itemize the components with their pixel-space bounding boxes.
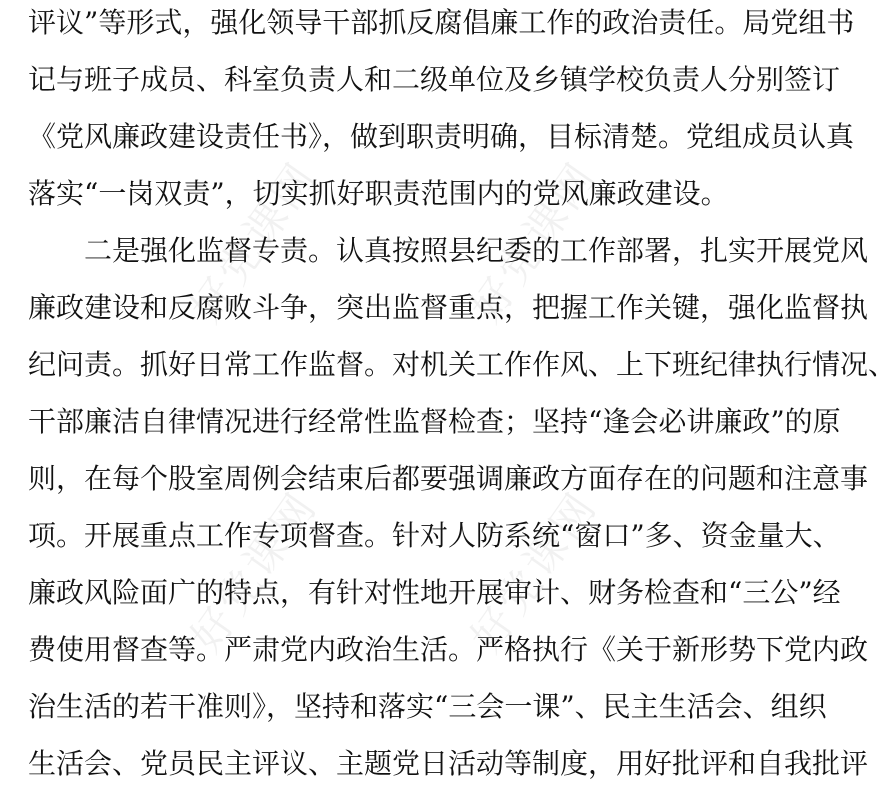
text-line: 治生活的若干准则》，坚持和落实“三会一课”、民主生活会、组织 [28,690,827,723]
text-line: 项。开展重点工作专项督查。针对人防系统“窗口”多、资金量大、 [28,519,841,552]
text-line: 生活会、党员民主评议、主题党日活动等制度，用好批评和自我批评 [28,747,869,780]
watermark: 好党课网 [181,152,327,331]
text-line: 评议”等形式，强化领导干部抓反腐倡廉工作的政治责任。局党组书 [28,6,855,39]
text-line: 《党风廉政建设责任书》，做到职责明确，目标清楚。党组成员认真 [28,120,855,153]
text-line: 落实“一岗双责”，切实抓好职责范围内的党风廉政建设。 [28,177,729,210]
text-line: 干部廉洁自律情况进行经常性监督检查；坚持“逢会必讲廉政”的原 [28,405,841,438]
text-line: 二是强化监督专责。认真按照县纪委的工作部署，扎实开展党风 [84,234,869,267]
watermark: 好党课网 [461,152,607,331]
watermark: 好党课网 [181,482,327,661]
text-line: 记与班子成员、科室负责人和二级单位及乡镇学校负责人分别签订 [28,63,841,96]
text-line: 则，在每个股室周例会结束后都要强调廉政方面存在的问题和注意事 [28,462,869,495]
watermark: 好党课网 [461,482,607,661]
text-line: 廉政风险面广的特点，有针对性地开展审计、财务检查和“三公”经 [28,576,841,609]
text-line: 费使用督查等。严肃党内政治生活。严格执行《关于新形势下党内政 [28,633,869,666]
text-line: 廉政建设和反腐败斗争，突出监督重点，把握工作关键，强化监督执 [28,291,869,324]
text-line: 纪问责。抓好日常工作监督。对机关工作作风、上下班纪律执行情况、 [28,348,896,381]
